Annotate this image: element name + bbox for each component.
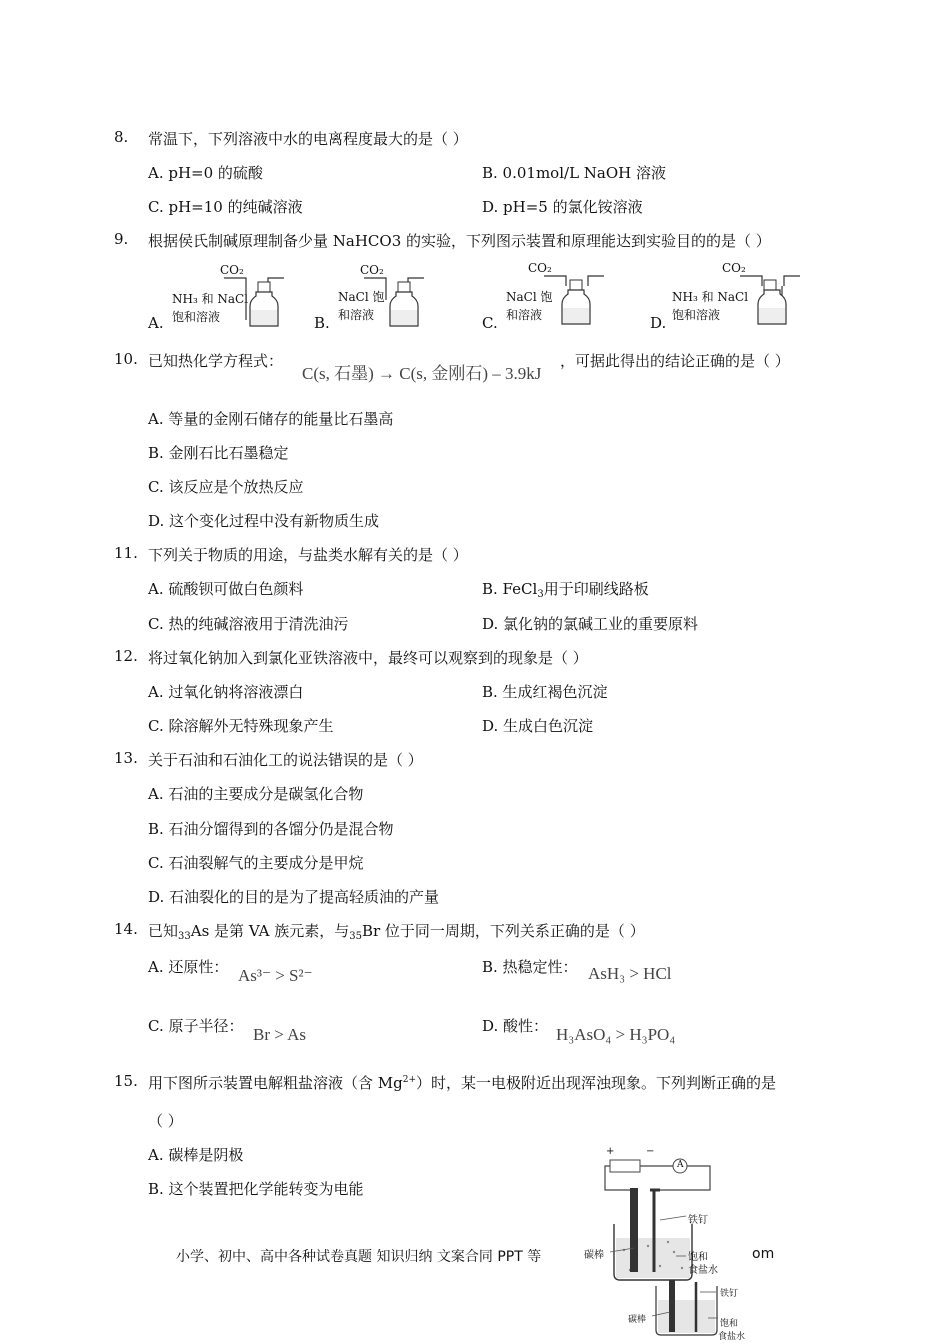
q10-option-d: D. 这个变化过程中没有新物质生成 (148, 512, 380, 530)
q15-fig2-water-label-2: 食盐水 (718, 1332, 746, 1342)
q9-fig-b-letter: B. (314, 314, 330, 332)
q15-electrolysis-figure (590, 1140, 740, 1340)
q9-fig-a-line2: 饱和溶液 (172, 310, 221, 324)
q9-fig-d-letter: D. (650, 314, 667, 332)
q8-option-a: A. pH=0 的硫酸 (148, 164, 263, 182)
q9-stem: 根据侯氏制碱原理制备少量 NaHCO3 的实验，下列图示装置和原理能达到实验目的的是（ ） (148, 232, 771, 250)
q10-stem-post: ，可据此得出的结论正确的是（ ） (560, 352, 790, 370)
q9-number: 9. (114, 230, 129, 248)
q8-option-c: C. pH=10 的纯碱溶液 (148, 198, 303, 216)
q15-fig-rod-label: 碳棒 (584, 1250, 604, 1261)
q15-fig2-nail-label: 铁钉 (720, 1289, 739, 1299)
q11-number: 11. (114, 544, 138, 562)
q13-option-b: B. 石油分馏得到的各馏分仍是混合物 (148, 820, 394, 838)
q15-paren: （ ） (148, 1112, 183, 1130)
q13-number: 13. (114, 749, 138, 767)
q14-option-b-math: AsH₃ > HCl (588, 964, 672, 983)
q13-option-d: D. 石油裂化的目的是为了提高轻质油的产量 (148, 888, 440, 906)
q11-stem: 下列关于物质的用途，与盐类水解有关的是（ ） (148, 546, 468, 564)
q15-fig-plus: + (606, 1146, 615, 1157)
footer-text: 小学、初中、高中各种试卷真题 知识归纳 文案合同 PPT 等 (176, 1249, 542, 1265)
q15-option-b: B. 这个装置把化学能转变为电能 (148, 1180, 364, 1198)
q10-option-c: C. 该反应是个放热反应 (148, 478, 304, 496)
q15-option-a: A. 碳棒是阴极 (148, 1146, 244, 1164)
q14-stem: 已知$_{33}$As 是第 VA 族元素，与$_{35}$Br 位于同一周期，下列关系正确的是（ ） (148, 922, 645, 942)
q12-option-a: A. 过氧化钠将溶液漂白 (148, 683, 304, 701)
q9-fig-c-line1: NaCl 饱 (506, 290, 553, 304)
q14-option-c-label: C. 原子半径： (148, 1017, 244, 1035)
q12-option-c: C. 除溶解外无特殊现象产生 (148, 717, 334, 735)
q9-fig-c-bottle (540, 268, 610, 328)
q10-option-b: B. 金刚石比石墨稳定 (148, 444, 289, 462)
q8-stem: 常温下，下列溶液中水的电离程度最大的是（ ） (148, 130, 468, 148)
q9-fig-a-letter: A. (148, 314, 164, 332)
q9-fig-b-line2: 和溶液 (338, 308, 375, 322)
q11-option-c: C. 热的纯碱溶液用于清洗油污 (148, 615, 349, 633)
q15-fig-nail-label: 铁钉 (688, 1215, 708, 1226)
q14-option-c-math: Br > As (253, 1025, 307, 1044)
q9-fig-b-gas: CO₂ (360, 263, 384, 277)
q9-fig-a-bottle (220, 270, 290, 330)
q14-option-b-label: B. 热稳定性： (482, 958, 578, 976)
q12-option-b: B. 生成红褐色沉淀 (482, 683, 608, 701)
q11-option-a: A. 硫酸钡可做白色颜料 (148, 580, 304, 598)
q14-option-d-math: H₃AsO₄ > H₃PO₄ (556, 1025, 676, 1044)
q12-stem: 将过氧化钠加入到氯化亚铁溶液中，最终可以观察到的现象是（ ） (148, 649, 588, 667)
q9-fig-d-line1: NH₃ 和 NaCl (672, 290, 749, 304)
q11-option-d: D. 氯化钠的氯碱工业的重要原料 (482, 615, 699, 633)
q10-equation: C(s, 石墨) → C(s, 金刚石) – 3.9kJ (302, 364, 542, 383)
q15-number: 15. (114, 1072, 138, 1090)
q13-stem: 关于石油和石油化工的说法错误的是（ ） (148, 751, 423, 769)
q8-option-b: B. 0.01mol/L NaOH 溶液 (482, 164, 667, 182)
q15-fig-water-label-1: 饱和 (688, 1252, 708, 1263)
q10-number: 10. (114, 350, 138, 368)
q9-fig-c-gas: CO₂ (528, 261, 552, 275)
q10-stem-pre: 已知热化学方程式： (148, 352, 284, 370)
q13-option-a: A. 石油的主要成分是碳氢化合物 (148, 785, 364, 803)
q14-number: 14. (114, 920, 138, 938)
q8-option-d: D. pH=5 的氯化铵溶液 (482, 198, 643, 216)
q9-fig-d-bottle (736, 268, 806, 328)
q9-fig-c-line2: 和溶液 (506, 308, 543, 322)
q10-option-a: A. 等量的金刚石储存的能量比石墨高 (148, 410, 394, 428)
q15-fig-minus: − (646, 1146, 655, 1157)
q9-fig-b-line1: NaCl 饱 (338, 290, 385, 304)
q12-option-d: D. 生成白色沉淀 (482, 717, 594, 735)
q9-fig-a-line1: NH₃ 和 NaCl (172, 292, 249, 306)
q9-fig-c-letter: C. (482, 314, 498, 332)
q15-fig-water-label-2: 食盐水 (688, 1265, 718, 1276)
q9-fig-a-gas: CO₂ (220, 263, 244, 277)
q14-option-d-label: D. 酸性： (482, 1017, 549, 1035)
q11-option-b: B. FeCl$_3$用于印刷线路板 (482, 580, 649, 600)
q15-stem: 用下图所示装置电解粗盐溶液（含 $Mg^{2+}$）时，某一电极附近出现浑浊现象。下列判断正确的是 (148, 1074, 777, 1092)
q15-fig2-rod-label: 碳棒 (628, 1315, 647, 1325)
q13-option-c: C. 石油裂解气的主要成分是甲烷 (148, 854, 364, 872)
footer-tail: om (752, 1246, 775, 1262)
q15-fig2-water-label-1: 饱和 (720, 1319, 739, 1329)
q12-number: 12. (114, 647, 138, 665)
q9-fig-d-gas: CO₂ (722, 261, 746, 275)
q14-option-a-math: As³⁻ > S²⁻ (238, 966, 313, 985)
q8-number: 8. (114, 128, 129, 146)
q9-fig-b-bottle (360, 270, 430, 330)
q14-option-a-label: A. 还原性： (148, 958, 229, 976)
q9-fig-d-line2: 饱和溶液 (672, 308, 721, 322)
q15-fig-ammeter: A (677, 1160, 684, 1170)
